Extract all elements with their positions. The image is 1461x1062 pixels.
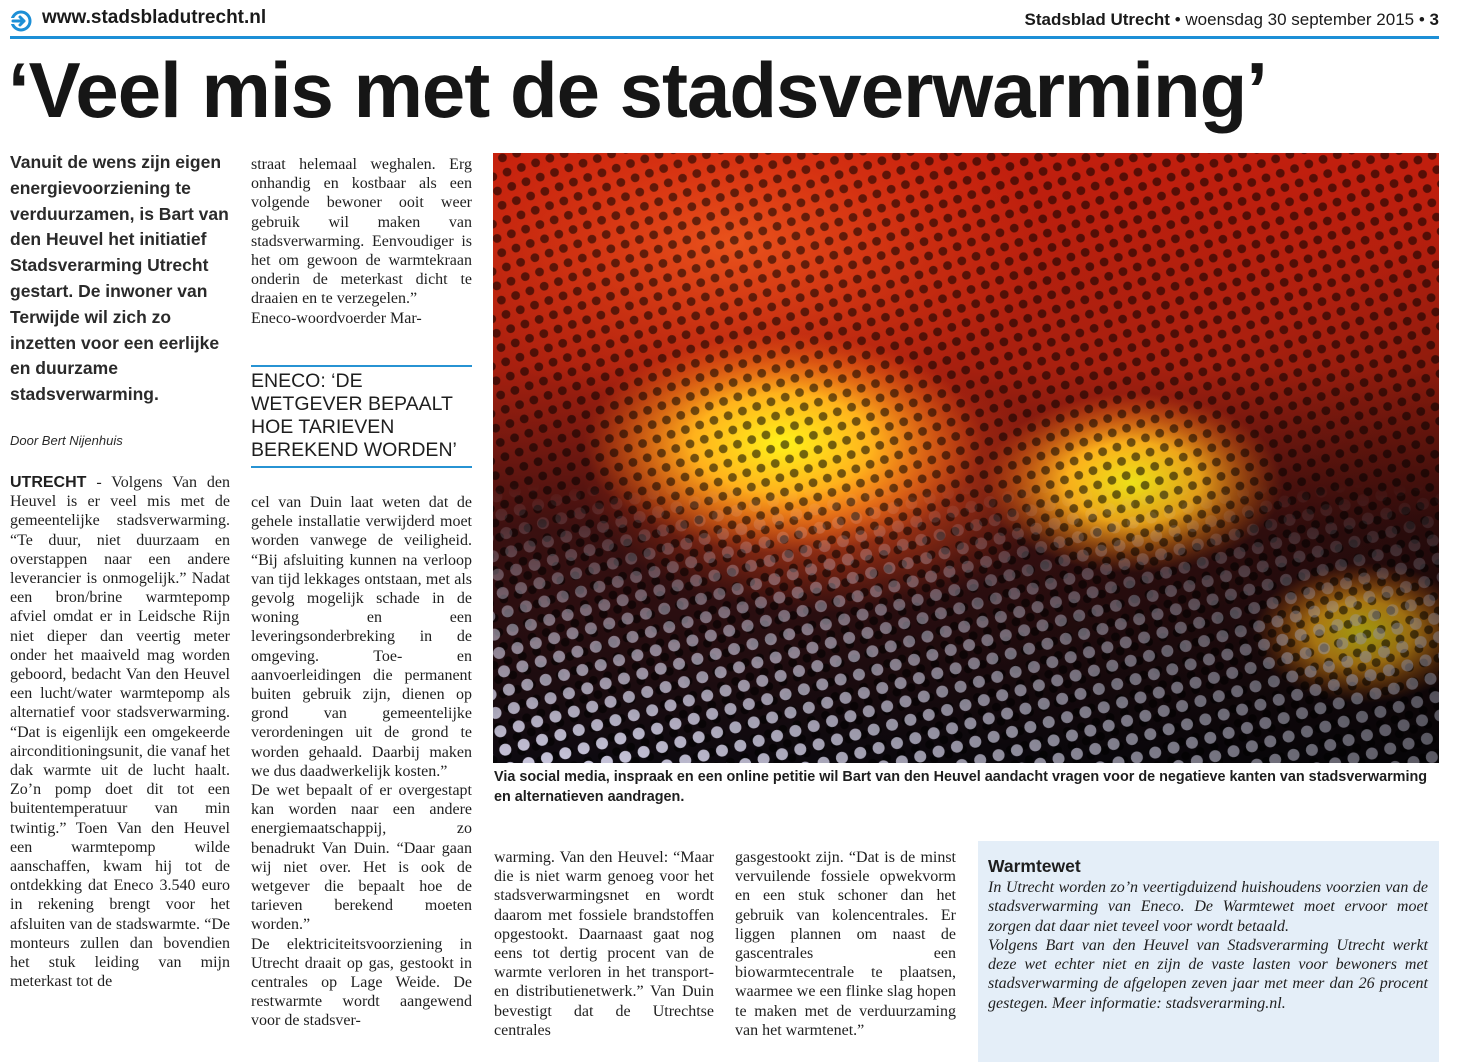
dateline: UTRECHT [10,474,87,491]
separator-2: • [1414,10,1430,29]
issue-date: woensdag 30 september 2015 [1185,10,1415,29]
body-text: - Volgens Van den Heuvel is er veel mis met de gemeentelijke stadsverwarming. “Te duur, niet duurzaam en overstappen naar een andere leverancier is onmogelijk.” Nadat een bron/brine warmtepomp afviel omdat er in Leidsche Rijn niet dieper dan veertig meter onder het maaiveld mag worden geboord, bedacht Van den Heuvel een lucht/water warmtepomp als alternatief voor stadsverwarming. “Dat is eigenlijk een omgekeerde airconditioningsunit, die vanaf het dak warmte uit de lucht haalt. Zo’n pomp doet dit tot een buitentemperatuur van min twintig.” Toen Van den Heuvel een warmtepomp wilde aanschaffen, kwam hij tot de ontdekking dat Eneco 3.540 euro in rekening brengt voor het afsluiten van de stadswarmte. “De monteurs zullen dan bovendien het stuk leiding van mijn meterkast tot de [10,474,230,991]
headline: ‘Veel mis met de stadsverwarming’ [8,46,1267,134]
body-column-4: gasgestookt zijn. “Dat is de minst vervuilende fossiele opwekvorm en een stuk schoner dan het gebruik van kolencentrales. Er liggen plannen om naast de gascentrales een biowarmtecentrale te plaatsen, waarmee we een flinke slag hopen te maken met de verduurzaming van het warmtenet.” [735,849,956,1039]
arrow-right-icon [10,10,32,32]
body-column-3: warming. Van den Heuvel: “Maar die is niet warm genoeg voor het stadsverwarmingsnet en wordt daarom met fossiele brandstoffen opgestookt. Daarnaast gaat nog eens tot dertig procent van de warmte verloren in het transport- en distributienetwerk.” Van Duin bevestigt dat de Utrechtse centrales [494,849,714,1039]
byline: Door Bert Nijenhuis [10,433,123,448]
intro-paragraph: Vanuit de wens zijn eigen energievoorziening te verduurzamen, is Bart van den Heuvel het initiatief Stadsverarming Utrecht gestart. De inwoner van Terwijde wil zich zo inzetten voor een eerlijke en duurzame stadsverwarming. [10,152,229,405]
separator: • [1169,10,1186,29]
info-box-title: Warmtewet [988,856,1081,876]
pull-quote: ENECO: ‘DE WETGEVER BEPAALT HOE TARIEVEN BEREKEND WORDEN’ [251,370,457,461]
photo-caption: Via social media, inspraak en een online petitie wil Bart van den Heuvel aandacht vragen voor de negatieve kanten van stadsverwarming en alternatieven aandragen. [494,769,1428,805]
page-number: 3 [1429,10,1439,29]
article-photo [493,153,1439,763]
perforated-heater-image [493,153,1439,763]
site-url[interactable]: www.stadsbladutrecht.nl [42,7,267,28]
body-column-2-top: straat helemaal weghalen. Erg onhandig en kostbaar als een volgende bewoner ooit weer gebruik wil maken van stadsverwarming. Eenvoudiger is het om gewoon de warmtekraan onderin de meterkast dicht te draaien en te verzegelen.” Eneco-woordvoerder Mar- [251,156,472,327]
info-box-text: In Utrecht worden zo’n veertigduizend huishoudens voorzien van de stadsverwarming van Eneco. De Warmtewet moet ervoor moet zorgen dat daar niet teveel voor wordt betaald. Volgens Bart van den Heuvel van Stadsverarming Utrecht werkt deze wet echter niet en zijn de vaste lasten voor bewoners met stadsverwarming de afgelopen zeven jaar met meer dan 26 procent gestegen. Meer informatie: stadsverarming.nl. [988,879,1428,1012]
paper-name: Stadsblad Utrecht [1024,10,1170,29]
masthead [1025,10,1440,30]
body-column-2-bottom: cel van Duin laat weten dat de gehele installatie verwijderd moet worden vanwege de veiligheid. “Bij afsluiting kunnen na verloop van tijd lekkages ontstaan, met als gevolg mogelijk schade in de woning en een leveringsonderbreking in de omgeving. Toe- en aanvoerleidingen die permanent buiten gebruik zijn, dienen op grond van gemeentelijke verordeningen uit de grond te worden gehaald. Daarbij maken we dus daadwerkelijk kosten.” De wet bepaalt of er overgestapt kan worden naar een andere energiemaatschappij, zo benadrukt Van Duin. “Daar gaan wij niet over. Het is ook de wetgever die bepaalt hoe de tarieven berekend moeten worden.” De elektriciteitsvoorziening in Utrecht draait op gas, gestookt in centrales op Lage Weide. De restwarmte wordt aangewend voor de stadsver- [251,494,472,1030]
body-column-1 [10,473,230,991]
